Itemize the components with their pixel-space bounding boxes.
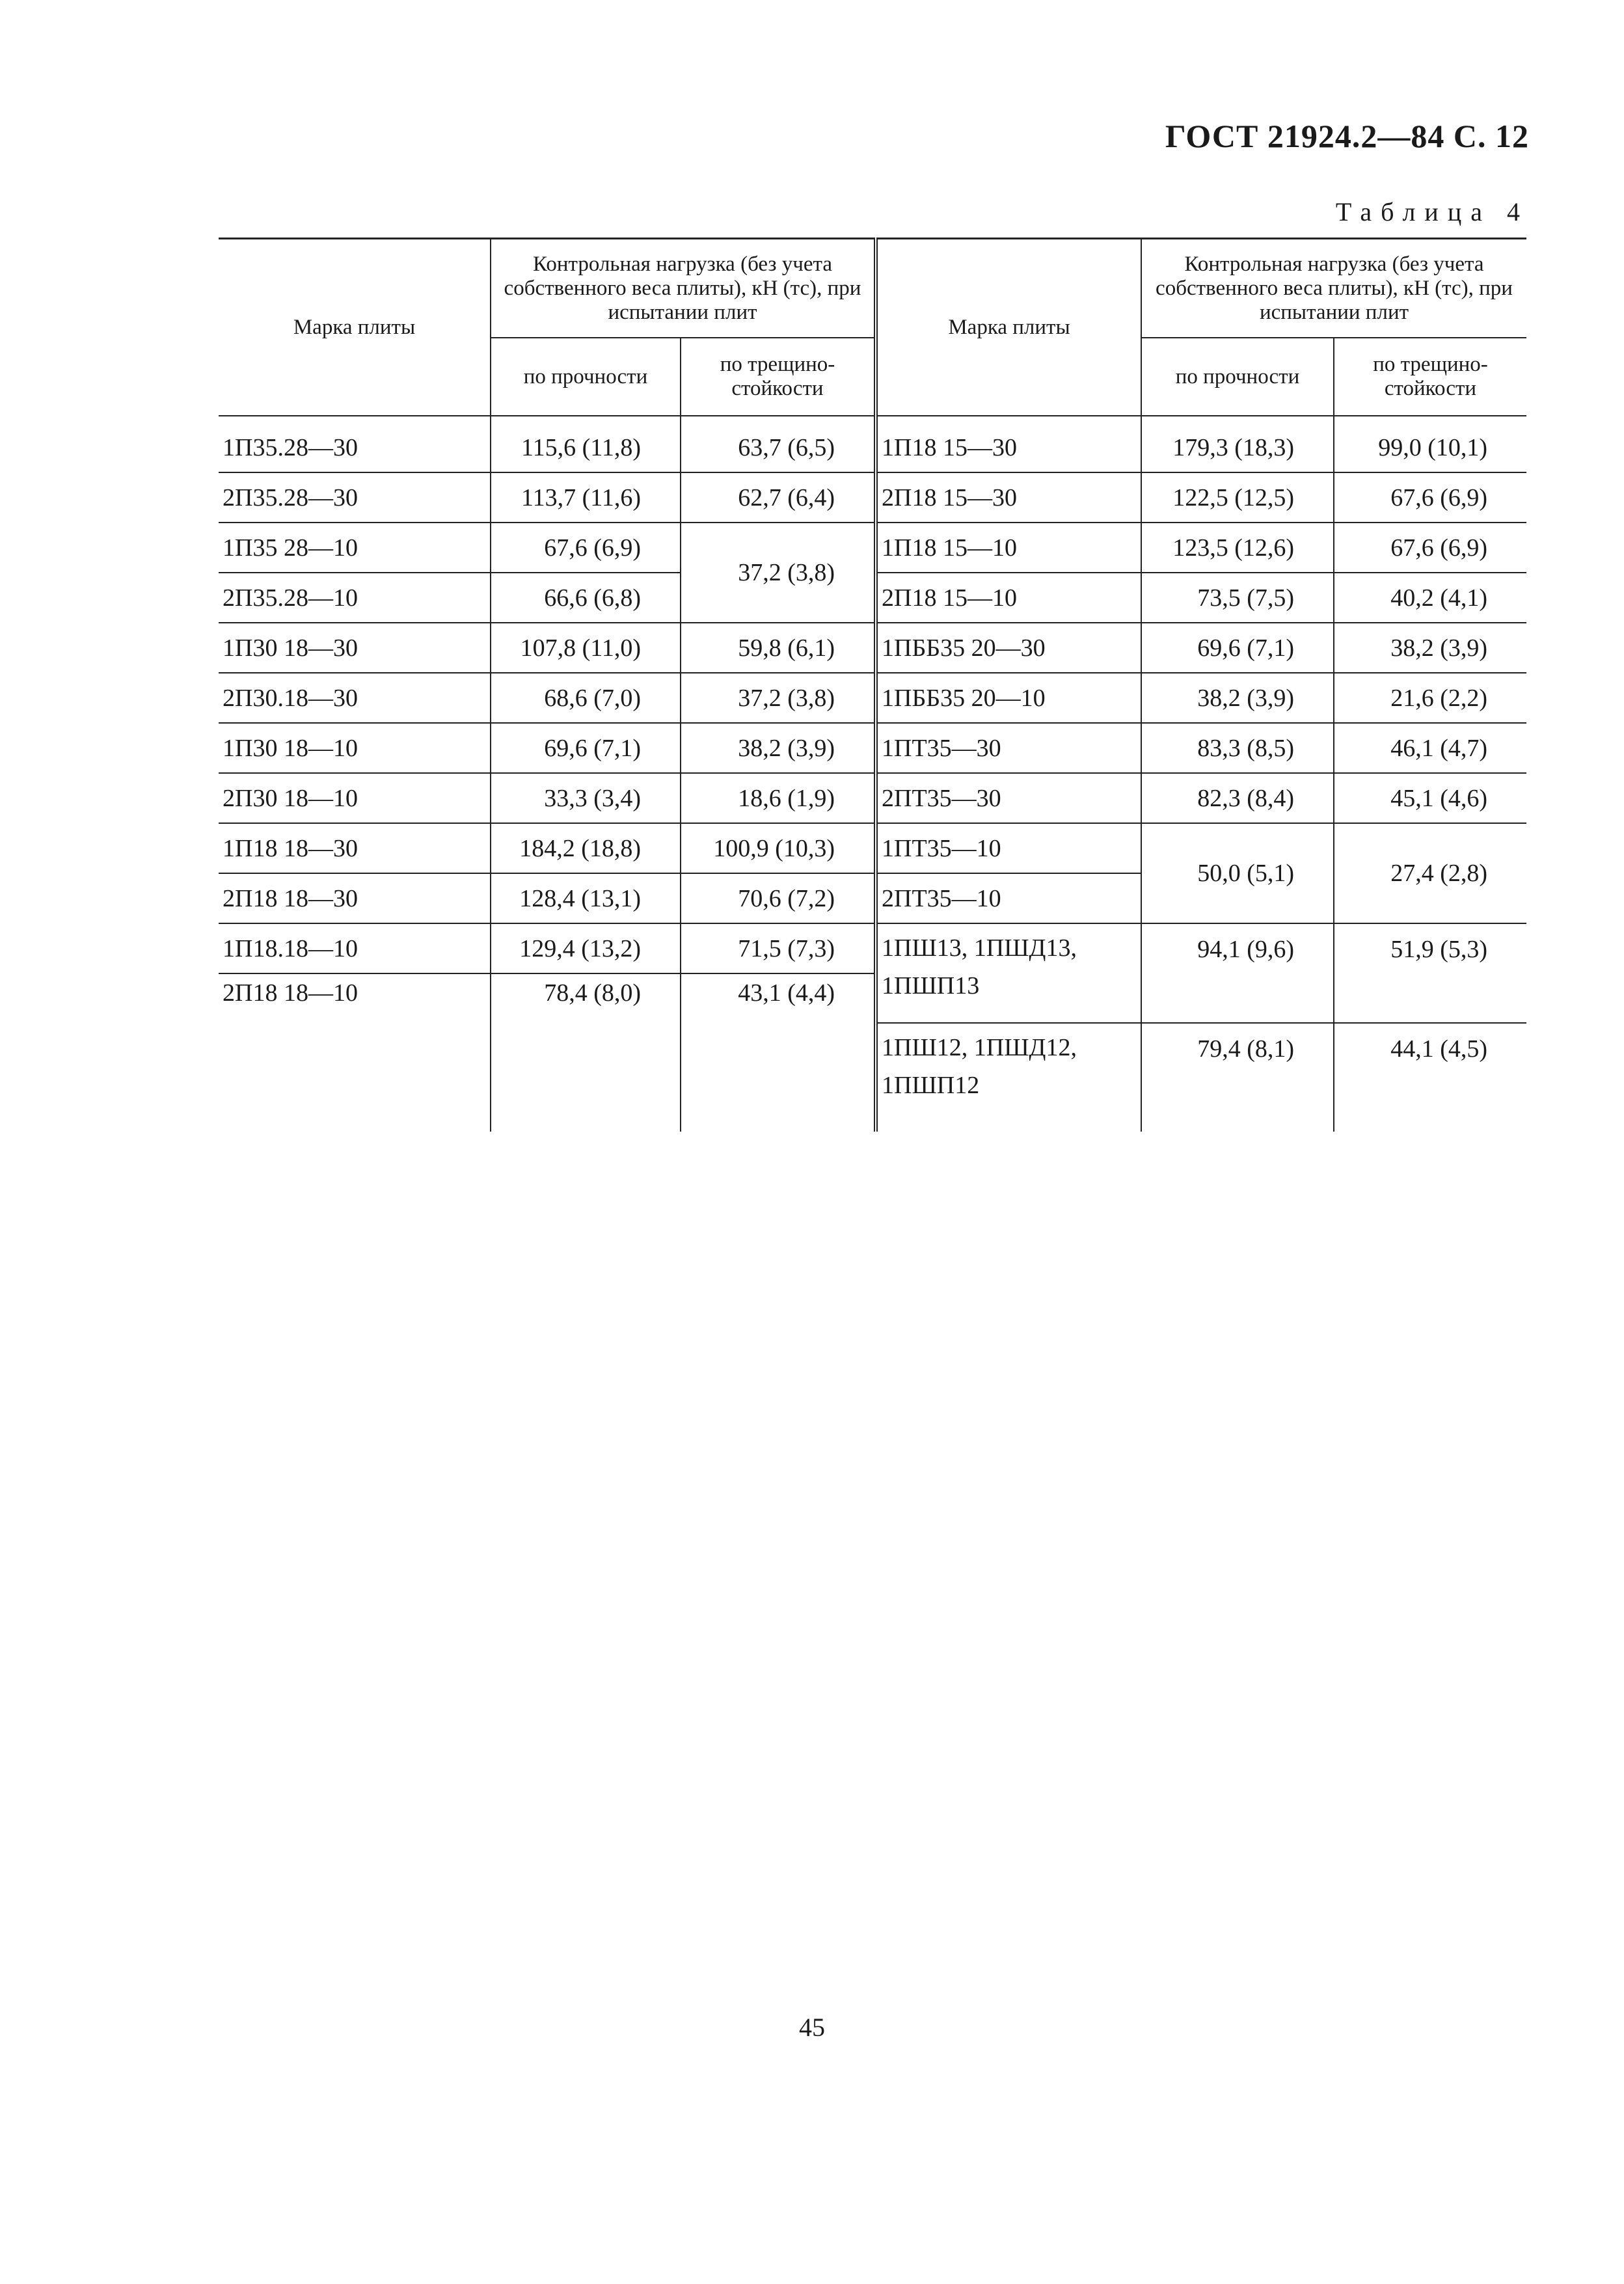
cell-strength: 67,6 (6,9)	[491, 523, 681, 573]
load-table	[219, 238, 1526, 1132]
cell-strength: 78,4 (8,0)	[491, 973, 681, 1023]
cell-crack: 67,6 (6,9)	[1334, 472, 1526, 523]
cell-mark: 2П30.18—30	[219, 673, 491, 723]
header-mark-left: Марка плиты	[219, 239, 491, 416]
cell-strength: 69,6 (7,1)	[1141, 623, 1334, 673]
cell-mark: 1П18.18—10	[219, 923, 491, 973]
table-row	[219, 623, 1526, 673]
cell-crack: 46,1 (4,7)	[1334, 723, 1526, 773]
cell-strength: 128,4 (13,1)	[491, 873, 681, 923]
cell-crack: 71,5 (7,3)	[681, 923, 876, 973]
table-row	[219, 723, 1526, 773]
cell-strength: 94,1 (9,6)	[1141, 923, 1334, 1023]
header-strength-left: по прочности	[491, 338, 681, 416]
cell-mark: 1П35.28—30	[219, 423, 491, 472]
header-crack-right: по трещино-стойкости	[1334, 338, 1526, 416]
cell-strength: 129,4 (13,2)	[491, 923, 681, 973]
cell-crack: 45,1 (4,6)	[1334, 773, 1526, 823]
table-row	[219, 823, 1526, 873]
cell-mark: 1ПББ35 20—30	[876, 623, 1141, 673]
cell-crack: 63,7 (6,5)	[681, 423, 876, 472]
document-code: ГОСТ 21924.2—84 С. 12	[1165, 118, 1529, 154]
table-row	[219, 472, 1526, 523]
header-group-right: Контрольная нагрузка (без учета собственного веса плиты), кН (тс), при испытании плит	[1141, 239, 1526, 338]
cell-mark: 2ПТ35—10	[876, 873, 1141, 923]
cell-crack: 99,0 (10,1)	[1334, 423, 1526, 472]
cell-crack: 59,8 (6,1)	[681, 623, 876, 673]
cell-mark: 1П35 28—10	[219, 523, 491, 573]
cell-strength: 122,5 (12,5)	[1141, 472, 1334, 523]
table-caption: Таблица 4	[1335, 197, 1529, 226]
cell-crack: 37,2 (3,8)	[681, 523, 876, 623]
cell-strength: 68,6 (7,0)	[491, 673, 681, 723]
cell-strength: 38,2 (3,9)	[1141, 673, 1334, 723]
cell-crack: 40,2 (4,1)	[1334, 573, 1526, 623]
cell-crack: 51,9 (5,3)	[1334, 923, 1526, 1023]
cell-strength: 179,3 (18,3)	[1141, 423, 1334, 472]
cell-crack: 27,4 (2,8)	[1334, 823, 1526, 923]
cell-mark: 2П30 18—10	[219, 773, 491, 823]
table-row	[219, 773, 1526, 823]
cell-strength: 83,3 (8,5)	[1141, 723, 1334, 773]
cell-mark: 1П30 18—30	[219, 623, 491, 673]
cell-mark: 1ПТ35—10	[876, 823, 1141, 873]
cell-mark: 1ПББ35 20—10	[876, 673, 1141, 723]
header-group-left: Контрольная нагрузка (без учета собственного веса плиты), кН (тс), при испытании плит	[491, 239, 876, 338]
cell-strength: 66,6 (6,8)	[491, 573, 681, 623]
cell-strength: 113,7 (11,6)	[491, 472, 681, 523]
table-row	[219, 423, 1526, 472]
cell-crack: 44,1 (4,5)	[1334, 1023, 1526, 1132]
cell-crack: 18,6 (1,9)	[681, 773, 876, 823]
cell-strength: 115,6 (11,8)	[491, 423, 681, 472]
table-row	[219, 523, 1526, 573]
header-mark-right: Марка плиты	[876, 239, 1141, 416]
cell-crack: 62,7 (6,4)	[681, 472, 876, 523]
cell-crack: 70,6 (7,2)	[681, 873, 876, 923]
table-row	[219, 673, 1526, 723]
cell-crack: 21,6 (2,2)	[1334, 673, 1526, 723]
cell-mark: 1П18 15—10	[876, 523, 1141, 573]
cell-strength: 107,8 (11,0)	[491, 623, 681, 673]
cell-strength: 33,3 (3,4)	[491, 773, 681, 823]
cell-strength: 82,3 (8,4)	[1141, 773, 1334, 823]
cell-mark: 1П18 15—30	[876, 423, 1141, 472]
cell-mark: 1П30 18—10	[219, 723, 491, 773]
cell-mark: 2ПТ35—30	[876, 773, 1141, 823]
cell-mark: 1ПШ13, 1ПШД13, 1ПШП13	[876, 923, 1141, 1023]
header-crack-left: по трещино-стойкости	[681, 338, 876, 416]
cell-mark: 2П18 15—10	[876, 573, 1141, 623]
cell-mark: 1ПШ12, 1ПШД12, 1ПШП12	[876, 1023, 1141, 1132]
cell-crack: 38,2 (3,9)	[681, 723, 876, 773]
cell-strength: 50,0 (5,1)	[1141, 823, 1334, 923]
cell-strength: 184,2 (18,8)	[491, 823, 681, 873]
cell-strength: 79,4 (8,1)	[1141, 1023, 1334, 1132]
cell-mark: 2П35.28—30	[219, 472, 491, 523]
cell-mark: 1ПТ35—30	[876, 723, 1141, 773]
cell-mark: 2П18 18—10	[219, 973, 491, 1023]
cell-mark: 2П18 15—30	[876, 472, 1141, 523]
cell-strength: 123,5 (12,6)	[1141, 523, 1334, 573]
cell-crack: 100,9 (10,3)	[681, 823, 876, 873]
header-strength-right: по прочности	[1141, 338, 1334, 416]
table-row	[219, 923, 1526, 973]
table-row	[219, 1023, 1526, 1132]
cell-crack: 37,2 (3,8)	[681, 673, 876, 723]
cell-strength: 69,6 (7,1)	[491, 723, 681, 773]
cell-mark: 2П18 18—30	[219, 873, 491, 923]
cell-crack: 67,6 (6,9)	[1334, 523, 1526, 573]
cell-strength: 73,5 (7,5)	[1141, 573, 1334, 623]
page-number: 45	[799, 2013, 825, 2042]
cell-mark: 2П35.28—10	[219, 573, 491, 623]
cell-crack: 38,2 (3,9)	[1334, 623, 1526, 673]
cell-mark: 1П18 18—30	[219, 823, 491, 873]
cell-crack: 43,1 (4,4)	[681, 973, 876, 1023]
